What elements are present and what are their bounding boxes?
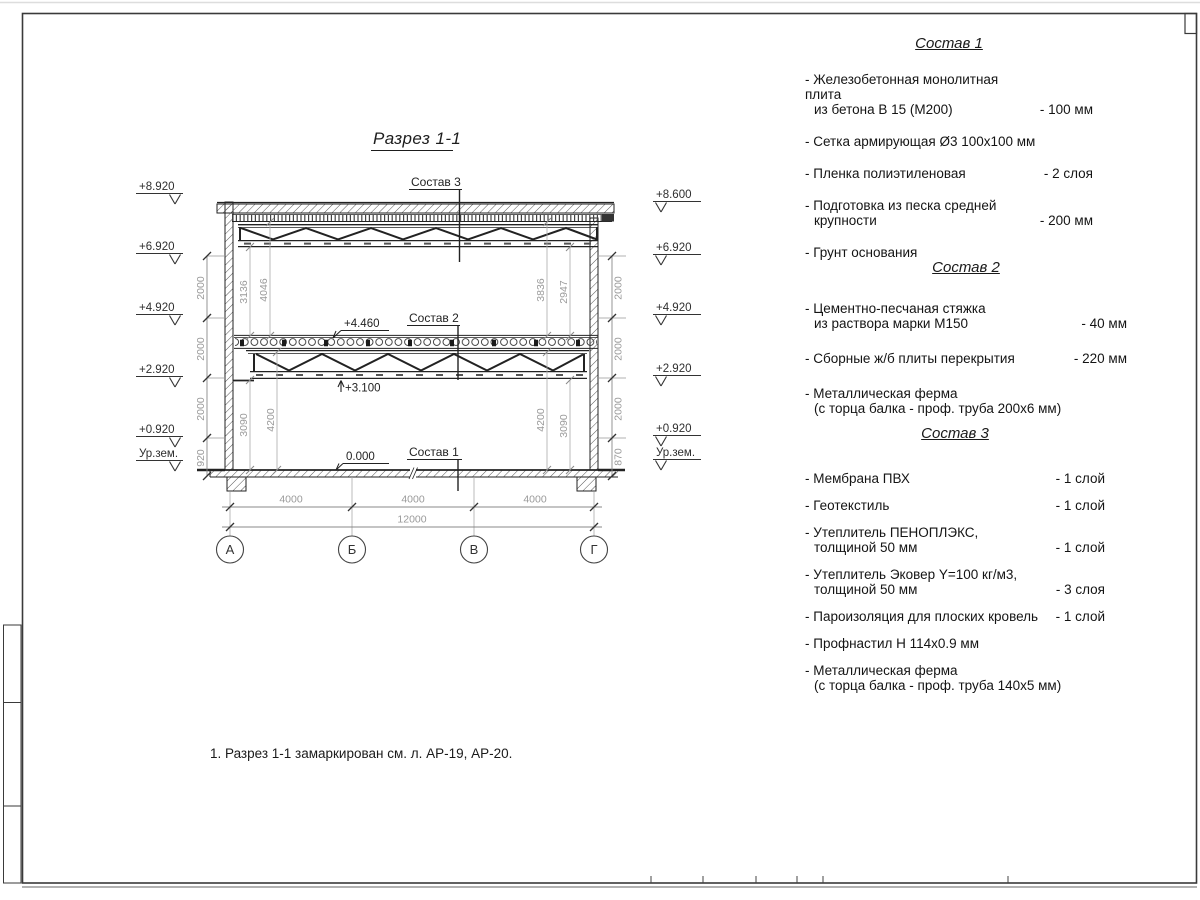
callout-sostav2: Состав 2	[409, 311, 459, 325]
sostav-3-list	[805, 426, 1105, 705]
ground-slab	[210, 468, 618, 480]
list-item: - Пленка полиэтиленовая - 2 слоя	[805, 166, 1093, 181]
list-item: - Профнастил Н 114х0.9 мм	[805, 636, 979, 651]
svg-text:+2.920: +2.920	[656, 363, 692, 375]
item-value: - 1 слой	[1055, 609, 1105, 624]
dim-label: 2000	[195, 397, 207, 421]
svg-text:+6.920: +6.920	[656, 242, 692, 254]
list-item: - Металлическая ферма (с торца балка - проф. труба 140х5 мм)	[805, 663, 1062, 693]
axis-bubbles	[217, 536, 608, 563]
elevation-mark	[136, 424, 183, 447]
roof-edge-plate	[602, 214, 614, 222]
list-item: - Цементно-песчаная стяжка из раствора марки М150 - 40 мм	[805, 301, 1127, 331]
span-dim: 4000	[401, 493, 425, 506]
svg-text:Ур.зем.: Ур.зем.	[656, 447, 696, 459]
dim-label: 920	[195, 449, 207, 467]
axis-label: Г	[590, 542, 598, 557]
svg-text:4046: 4046	[258, 278, 270, 302]
list-item: - Пароизоляция для плоских кровель - 1 слой	[805, 609, 1105, 624]
svg-text:3090: 3090	[558, 414, 570, 438]
list-item: - Сетка армирующая Ø3 100х100 мм	[805, 134, 1036, 149]
dim-label: 2000	[612, 276, 625, 300]
item-value: - 220 мм	[1073, 351, 1127, 366]
list-item: - Металлическая ферма (с торца балка - проф. труба 200х6 мм)	[805, 386, 1062, 416]
axis-label: А	[225, 542, 235, 557]
svg-text:+8.600: +8.600	[656, 189, 692, 201]
left-dim-chain	[195, 252, 226, 480]
elevation-mark	[136, 302, 183, 325]
floor-truss	[233, 351, 589, 381]
left-margin-stamp-boxes	[4, 625, 22, 883]
svg-text:+2.920: +2.920	[139, 364, 175, 376]
item-value: - 1 слой	[1055, 471, 1105, 486]
item-value: - 200 мм	[1039, 213, 1093, 228]
dim-label: 2000	[195, 276, 207, 300]
svg-text:2947: 2947	[558, 280, 570, 304]
left-wall	[225, 202, 233, 470]
left-foundation	[227, 477, 246, 491]
floor-slab-hollow-core	[234, 335, 598, 348]
svg-text:4200: 4200	[535, 408, 547, 432]
drawing-title: Разрез 1-1	[373, 129, 462, 148]
svg-text:+0.920: +0.920	[139, 424, 175, 436]
list-item: - Сборные ж/б плиты перекрытия - 220 мм	[805, 351, 1127, 366]
level-label-0000: 0.000	[346, 451, 375, 463]
svg-text:+4.920: +4.920	[139, 302, 175, 314]
list-item: - Железобетонная монолитная плита из бетона В 15 (М200) - 100 мм	[805, 72, 1093, 117]
level-label-3100: +3.100	[345, 382, 381, 395]
elevation-mark	[653, 363, 701, 386]
item-value: - 3 слоя	[1055, 582, 1105, 597]
svg-text:+0.920: +0.920	[656, 423, 692, 435]
list-item: - Утеплитель ПЕНОПЛЭКС, толщиной 50 мм - 1 слой	[805, 525, 1105, 555]
list-item: - Утеплитель Эковер Y=100 кг/м3, толщиной 50 мм - 3 слоя	[805, 567, 1105, 597]
item-value: - 40 мм	[1081, 316, 1127, 331]
dim-label: 2000	[612, 337, 625, 361]
elevation-mark	[136, 181, 183, 204]
svg-text:4200: 4200	[265, 408, 277, 432]
item-value: - 1 слой	[1055, 498, 1105, 513]
roof-truss	[238, 225, 598, 247]
callout-sostav1: Состав 1	[409, 445, 459, 459]
right-dim-chain	[598, 252, 626, 480]
svg-text:+6.920: +6.920	[139, 241, 175, 253]
svg-text:+8.920: +8.920	[139, 181, 175, 193]
list-item: - Мембрана ПВХ - 1 слой	[805, 471, 1105, 486]
title-block-top-ticks	[651, 876, 1008, 883]
roof-insulation-band	[217, 204, 614, 213]
dim-label: 2000	[612, 397, 625, 421]
span-dim: 4000	[523, 493, 547, 506]
ground-level-mark	[136, 448, 183, 471]
level-label-4460: +4.460	[344, 318, 380, 330]
svg-text:3136: 3136	[238, 280, 250, 304]
frame-corner-box	[1185, 14, 1197, 34]
sheet-note: 1. Разрез 1-1 замаркирован см. л. АР-19, АР-20.	[210, 746, 513, 761]
bottom-dims	[222, 477, 602, 536]
svg-text:3836: 3836	[535, 278, 547, 302]
sostav-1-list	[805, 36, 1093, 277]
list-item: - Грунт основания	[805, 245, 918, 260]
elevation-mark	[136, 364, 183, 387]
list-item: - Геотекстиль - 1 слой	[805, 498, 1105, 513]
axis-label: Б	[347, 542, 357, 557]
total-dim: 12000	[397, 513, 427, 526]
ground-level-mark	[653, 447, 701, 470]
svg-text:+4.920: +4.920	[656, 302, 692, 314]
elevation-mark	[653, 189, 701, 212]
dim-label: 2000	[195, 337, 207, 361]
interior-dim-labels	[238, 278, 570, 438]
right-foundation	[577, 477, 596, 491]
callout-sostav3: Состав 3	[411, 175, 461, 189]
item-value: - 100 мм	[1039, 102, 1093, 117]
list-heading: Состав 3	[921, 425, 989, 442]
sostav-2-list	[805, 260, 1127, 436]
right-elevation-marks	[653, 189, 701, 470]
axis-label: В	[469, 542, 479, 557]
list-heading: Состав 2	[932, 259, 1000, 276]
elevation-mark	[653, 423, 701, 446]
elevation-mark	[136, 241, 183, 264]
svg-text:3090: 3090	[238, 413, 250, 437]
list-heading: Состав 1	[915, 35, 983, 52]
callouts	[333, 175, 462, 470]
elevation-mark	[653, 242, 701, 265]
svg-text:Ур.зем.: Ур.зем.	[139, 448, 179, 460]
span-dim: 4000	[279, 493, 303, 506]
left-elevation-marks	[136, 181, 183, 471]
item-value: - 1 слой	[1055, 540, 1105, 555]
elevation-mark	[653, 302, 701, 325]
dim-label: 870	[612, 448, 625, 466]
item-value: - 2 слоя	[1043, 166, 1093, 181]
list-item: - Подготовка из песка средней крупности - 200 мм	[805, 198, 1093, 228]
